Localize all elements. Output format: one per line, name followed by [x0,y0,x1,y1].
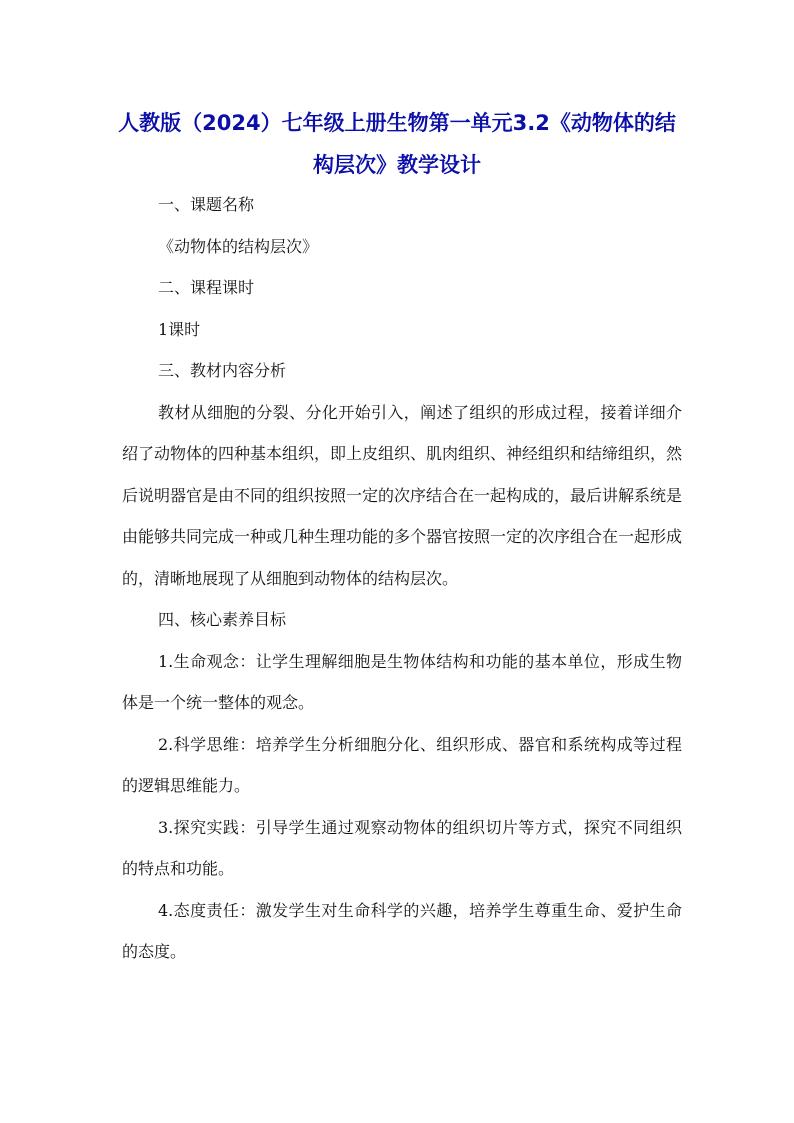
goal-item: 1.生命观念：让学生理解细胞是生物体结构和功能的基本单位，形成生物体是一个统一整体的观念。 [122,651,682,712]
section-heading-analysis: 三、教材内容分析 [158,361,287,380]
goal-item: 4.态度责任：激发学生对生命科学的兴趣，培养学生尊重生命、爱护生命的态度。 [122,900,682,961]
section-heading-topic: 一、课题名称 [158,195,255,214]
section-heading-goals: 四、核心素养目标 [158,610,287,629]
goal-item: 2.科学思维：培养学生分析细胞分化、组织形成、器官和系统构成等过程的逻辑思维能力。 [122,734,682,795]
topic-name: 《动物体的结构层次》 [158,236,319,256]
section-heading-hours: 二、课程课时 [158,278,255,297]
goal-item: 3.探究实践：引导学生通过观察动物体的组织切片等方式，探究不同组织的特点和功能。 [122,817,682,878]
analysis-paragraph: 教材从细胞的分裂、分化开始引入，阐述了组织的形成过程，接着详细介绍了动物体的四种基本组织，即上皮组织、肌肉组织、神经组织和结缔组织，然后说明器官是由不同的组织按照一定的次序结合在一起构成的，最后讲解系统是由能够共同完成一种或几种生理功能的多个器官按照一定的次序组合在一起形成的，清晰地展现了从细胞到动物体的结构层次。 [122,402,683,588]
course-hours: 1课时 [158,319,201,339]
document-title: 人教版（2024）七年级上册生物第一单元3.2《动物体的结构层次》教学设计 [118,111,676,177]
document-body [122,184,682,973]
